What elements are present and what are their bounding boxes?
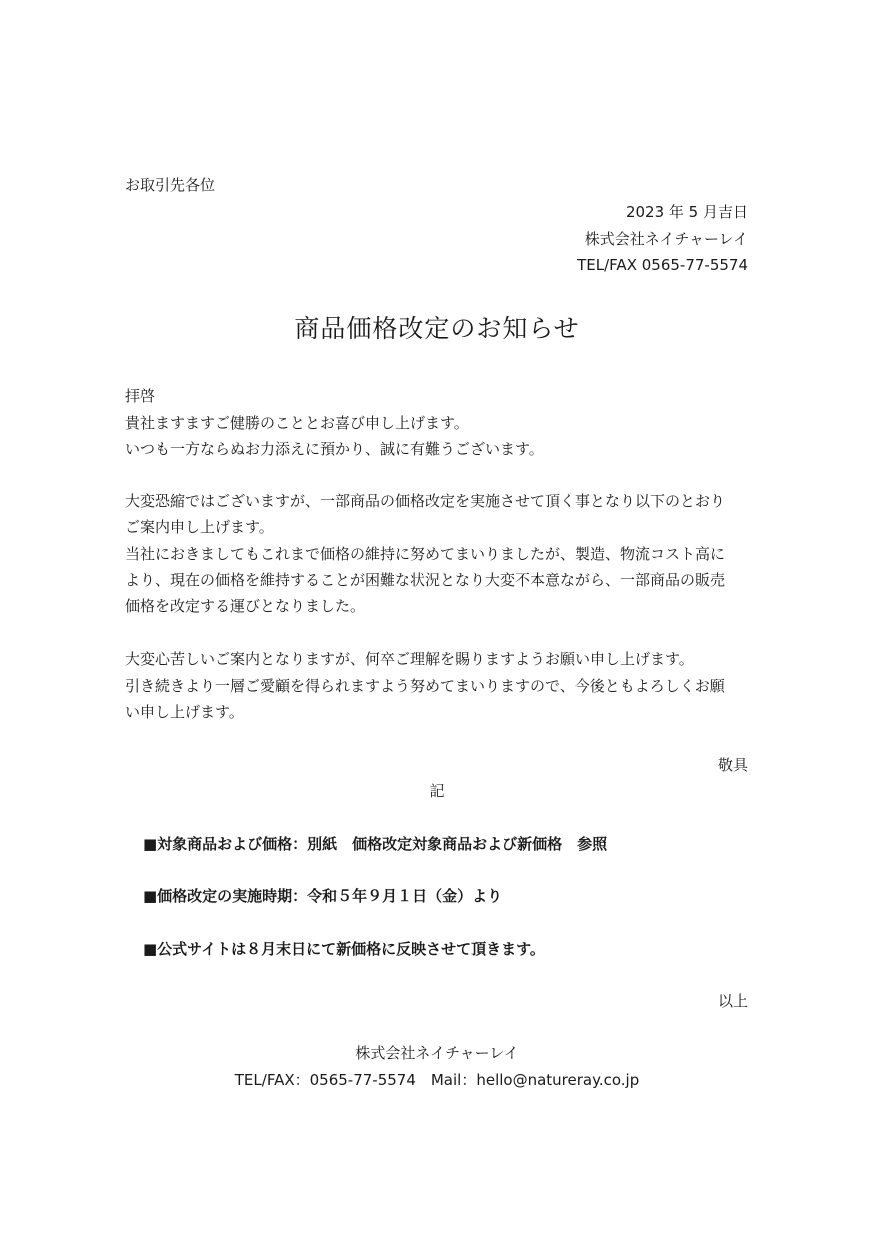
paragraph-line: 当社におきましてもこれまで価格の維持に努めてまいりましたが、製造、物流コスト高に	[125, 545, 726, 563]
greeting-line: 貴社ますますご健勝のこととお喜び申し上げます。	[125, 414, 469, 432]
recipient-text: お取引先各位	[125, 176, 216, 194]
date-text: 2023 年 5 月吉日	[625, 203, 748, 221]
paragraph-line: 引き続きより一層ご愛顧を得られますよう努めてまいりますので、今後ともよろしくお願	[125, 677, 725, 695]
footer-contact: TEL/FAX：0565-77-5574 Mail：hello@natureray.co.jp	[234, 1071, 640, 1089]
footer-company: 株式会社ネイチャーレイ	[355, 1044, 519, 1062]
paragraph-line: ご案内申し上げます。	[125, 518, 274, 536]
greeting-line: 拝啓	[125, 387, 156, 405]
item-line: ■価格改定の実施時期：令和５年９月１日（金）より	[143, 887, 503, 905]
sender-tel: TEL/FAX 0565-77-5574	[577, 256, 748, 274]
greeting-line: いつも一方ならぬお力添えに預かり、誠に有難うございます。	[125, 440, 544, 458]
item-line: ■公式サイトは８月末日にて新価格に反映させて頂きます。	[143, 940, 545, 958]
ki-text: 記	[429, 782, 445, 800]
closing-text: 敬具	[717, 756, 748, 774]
ijou-text: 以上	[717, 992, 748, 1010]
paragraph-line: 大変恐縮ではございますが、一部商品の価格改定を実施させて頂く事となり以下のとおり	[125, 492, 726, 510]
paragraph-line: より、現在の価格を維持することが困難な状況となり大変不本意ながら、一部商品の販売	[125, 571, 726, 589]
paragraph-line: 大変心苦しいご案内となりますが、何卒ご理解を賜りますようお願い申し上げます。	[125, 650, 694, 668]
item-line: ■対象商品および価格：別紙 価格改定対象商品および新価格 参照	[143, 835, 608, 853]
paragraph-line: 価格を改定する運びとなりました。	[125, 597, 366, 615]
sender-company: 株式会社ネイチャーレイ	[584, 230, 748, 248]
paragraph-line: い申し上げます。	[125, 703, 244, 721]
document-title: 商品価格改定のお知らせ	[294, 314, 580, 343]
